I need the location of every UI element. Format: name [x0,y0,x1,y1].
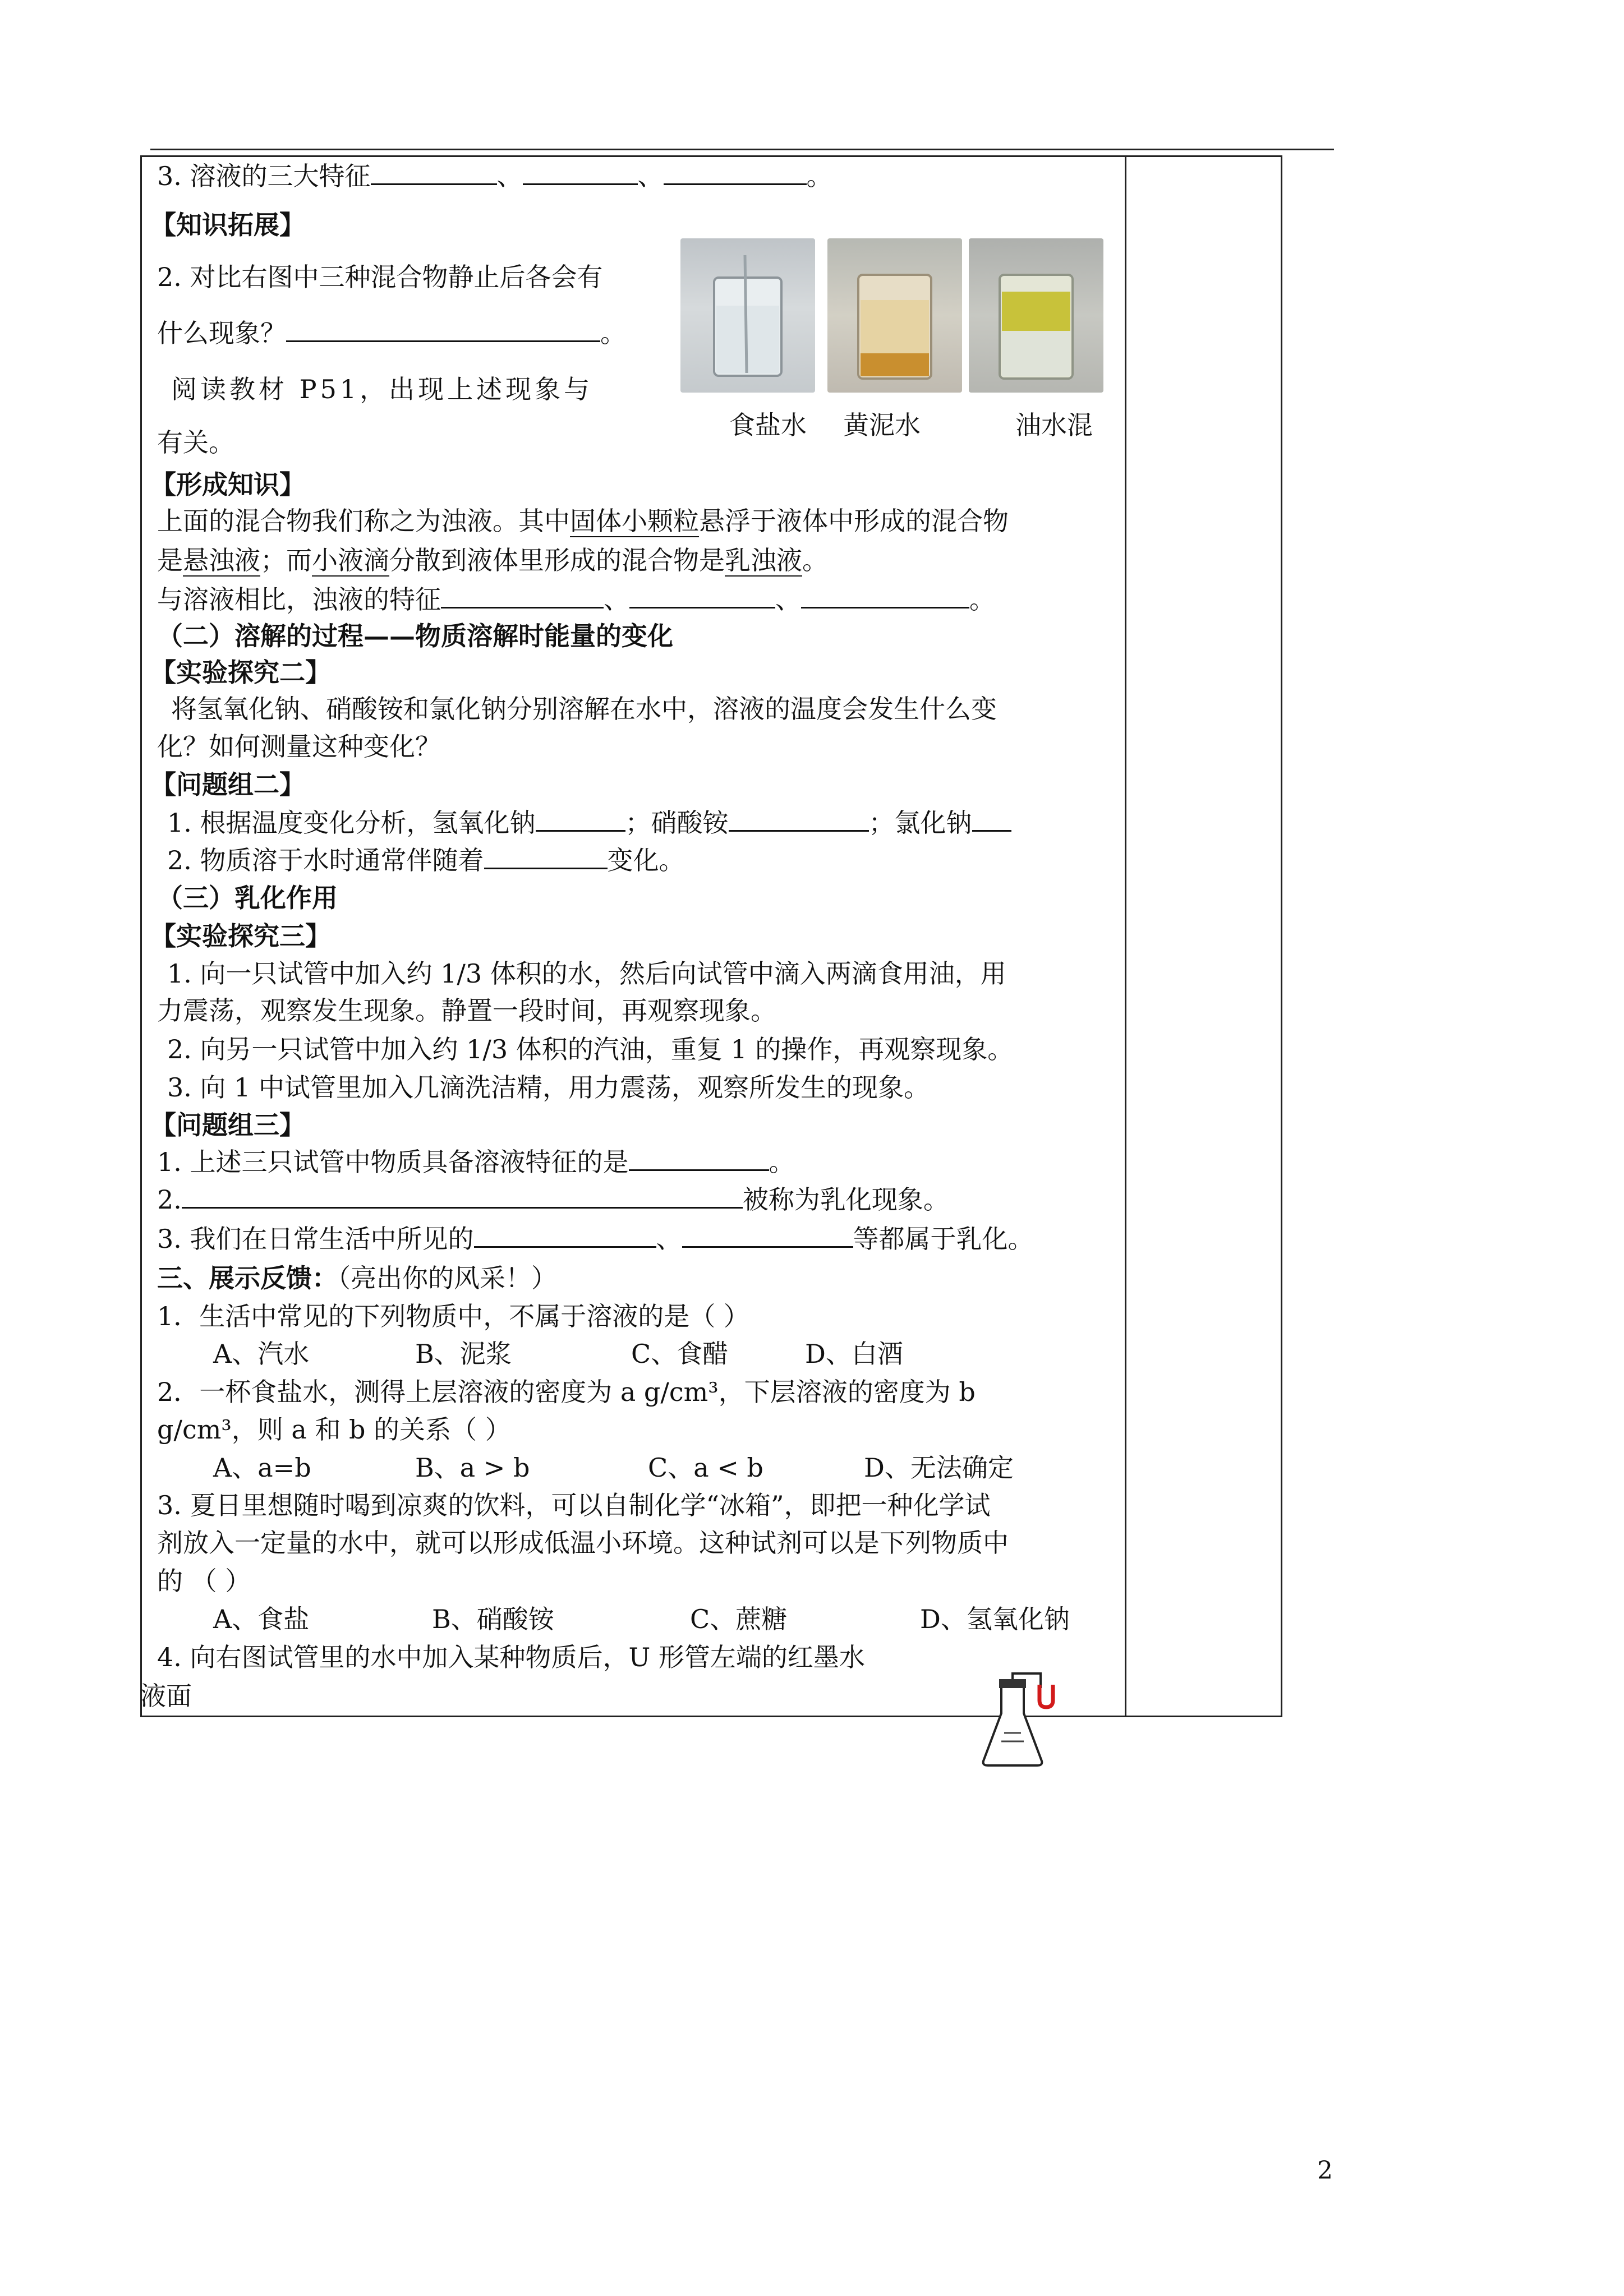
flask-u-tube-diagram [979,1671,1069,1772]
feedback-q2-option-a: A、a=b [213,1453,311,1483]
question-group3-line2: 2. 被称为乳化现象。 [157,1184,949,1215]
answer-blank[interactable] [286,318,600,342]
q2-read-textbook: 阅读教材 P51，出现上述现象与 [171,374,594,404]
feedback-q2-option-c: C、a < b [648,1453,763,1483]
knowledge-expand-heading: 【知识拓展】 [150,210,305,240]
salt-water-photo [680,238,815,393]
question-group2-heading: 【问题组二】 [150,769,305,800]
experiment3-heading: 【实验探究三】 [150,921,331,951]
feedback-q1-option-b: B、泥浆 [415,1339,512,1369]
page-number: 2 [1317,2156,1333,2185]
beaker-salt-water [680,238,815,393]
experiment3-line3: 2. 向另一只试管中加入约 1/3 体积的汽油，重复 1 的操作，再观察现象。 [167,1034,1014,1064]
feedback-q1-option-d: D、白酒 [805,1339,903,1369]
caption-oil-water: 油水混 [1015,410,1093,440]
answer-blank[interactable] [182,1184,743,1209]
answer-blank[interactable] [629,1147,769,1171]
feedback-q3-option-c: C、蔗糖 [690,1604,788,1634]
answer-blank[interactable] [664,161,807,185]
oil-water-photo [969,238,1103,393]
answer-blank[interactable] [801,584,969,608]
feedback-q2-line1: 2．一杯食盐水，测得上层溶液的密度为 a g/cm³，下层溶液的密度为 b [157,1377,976,1407]
answer-blank[interactable] [682,1224,853,1248]
feedback-q2-option-b: B、a > b [415,1453,530,1483]
feedback-q1: 1．生活中常见的下列物质中，不属于溶液的是（ ） [157,1301,749,1331]
answer-blank[interactable] [371,161,497,185]
top-rule [150,149,1334,150]
feedback-q3-line3: 的 （ ） [157,1566,251,1596]
question-group3-heading: 【问题组三】 [150,1110,305,1140]
beaker-mud-water [827,238,962,393]
answer-blank[interactable] [729,808,869,832]
answer-blank[interactable] [972,808,1011,832]
experiment3-line2: 力震荡，观察发生现象。静置一段时间，再观察现象。 [157,995,776,1026]
q2-phenomenon-line: 什么现象？ 。 [157,318,626,348]
q2-related-text: 有关。 [157,427,234,458]
q2-compare-text: 2. 对比右图中三种混合物静止后各会有 [157,262,603,292]
feedback-q2-line2: g/cm³，则 a 和 b 的关系（ ） [157,1414,511,1445]
caption-salt-water: 食盐水 [729,410,807,440]
mud-water-photo [827,238,962,393]
question-group3-line1: 1. 上述三只试管中物质具备溶液特征的是 。 [157,1147,795,1177]
answer-blank[interactable] [629,584,775,608]
form-knowledge-line2: 是悬浊液；而小液滴分散到液体里形成的混合物是乳浊液。 [157,545,828,575]
table-column-divider [1125,155,1126,1717]
experiment3-line1: 1. 向一只试管中加入约 1/3 体积的水，然后向试管中滴入两滴食用油，用 [167,958,1006,989]
experiment2-line1: 将氢氧化钠、硝酸铵和氯化钠分别溶解在水中，溶液的温度会发生什么变 [171,694,997,724]
question-group2-line2: 2. 物质溶于水时通常伴随着 变化。 [167,845,685,875]
question-group3-line3: 3. 我们在日常生活中所见的 、 等都属于乳化。 [157,1224,1034,1254]
experiment2-line2: 化？如何测量这种变化？ [157,731,441,762]
feedback-q3-line2: 剂放入一定量的水中，就可以形成低温小环境。这种试剂可以是下列物质中 [157,1528,1009,1558]
answer-blank[interactable] [523,161,638,185]
question-group2-line1: 1. 根据温度变化分析，氢氧化钠 ；硝酸铵 ；氯化钠 [167,806,1011,839]
feedback-q2-option-d: D、无法确定 [864,1453,1014,1483]
beaker-oil-water [969,238,1103,393]
turbid-features-line: 与溶液相比，浊液的特征 、 、 。 [157,584,995,615]
feedback-q3-option-b: B、硝酸铵 [432,1604,554,1634]
section2-heading: （二）溶解的过程——物质溶解时能量的变化 [157,621,673,651]
feedback-q1-option-a: A、汽水 [213,1339,310,1369]
feedback-q3-option-a: A、食盐 [213,1604,310,1634]
feedback-q3-line1: 3. 夏日里想随时喝到凉爽的饮料，可以自制化学“冰箱”，即把一种化学试 [157,1490,991,1520]
experiment2-heading: 【实验探究二】 [150,657,331,688]
form-knowledge-heading: 【形成知识】 [150,469,305,500]
feedback-q4-line2: 液面 [140,1681,192,1711]
answer-blank[interactable] [536,808,625,832]
feedback-heading-line: 三、展示反馈：（亮出你的风采！） [157,1263,557,1293]
feedback-q4-line1: 4. 向右图试管里的水中加入某种物质后，U 形管左端的红墨水 [157,1642,865,1672]
section3-heading: （三）乳化作用 [157,883,338,913]
q3-solution-features: 3. 溶液的三大特征 、 、 。 [157,161,832,191]
answer-blank[interactable] [441,584,604,608]
form-knowledge-line1: 上面的混合物我们称之为浊液。其中固体小颗粒悬浮于液体中形成的混合物 [157,506,1009,536]
experiment3-line4: 3. 向 1 中试管里加入几滴洗洁精，用力震荡，观察所发生的现象。 [167,1072,930,1103]
answer-blank[interactable] [474,1224,656,1248]
feedback-q1-option-c: C、食醋 [631,1339,729,1369]
caption-mud-water: 黄泥水 [843,410,921,440]
feedback-q3-option-d: D、氢氧化钠 [920,1604,1070,1634]
answer-blank[interactable] [484,845,608,869]
